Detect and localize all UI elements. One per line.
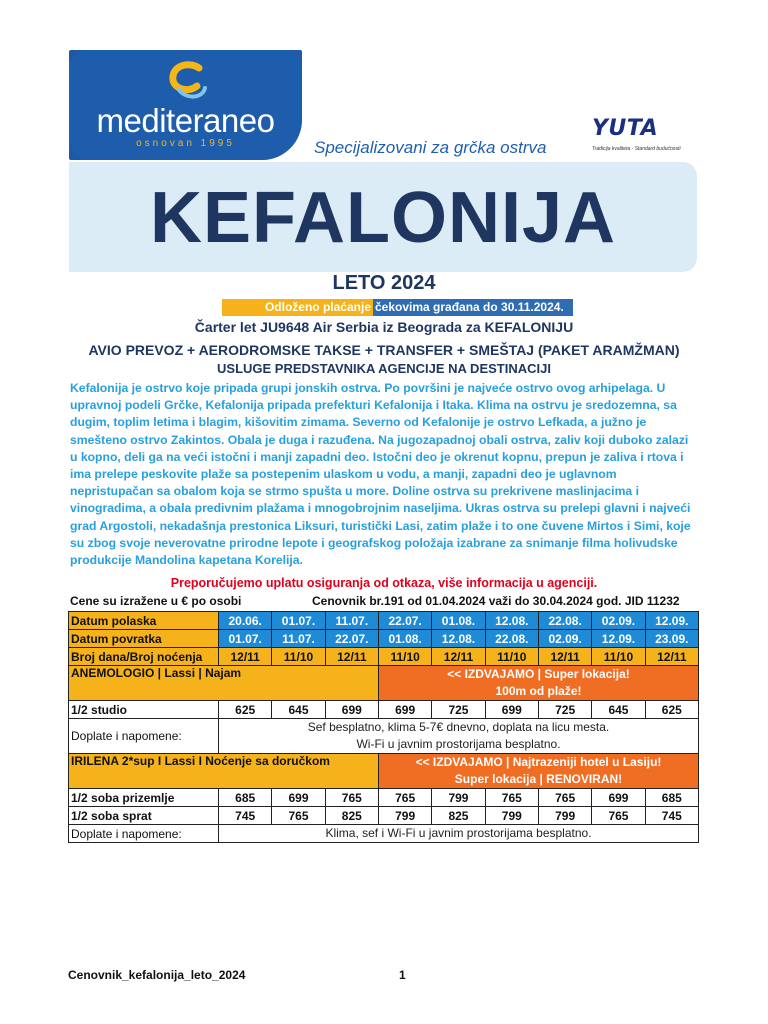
price-value: 825 <box>325 807 378 825</box>
hotel1-name: ANEMOLOGIO | Lassi | Najam <box>69 666 379 701</box>
hotel1-highlight-line1: << IZDVAJAMO | Super lokacija! <box>447 667 630 681</box>
hotel1-notes-row <box>69 719 699 754</box>
price-value: 745 <box>645 807 698 825</box>
departure-row <box>69 612 699 630</box>
nights-value: 12/11 <box>645 648 698 666</box>
hotel2-highlight <box>378 754 698 789</box>
return-date: 22.08. <box>485 630 538 648</box>
departure-date: 22.07. <box>378 612 431 630</box>
nights-label: Broj dana/Broj noćenja <box>69 648 219 666</box>
footer-filename: Cenovnik_kefalonija_leto_2024 <box>68 968 246 982</box>
nights-value: 11/10 <box>378 648 431 666</box>
hotel1-notes <box>219 719 699 754</box>
price-value: 765 <box>538 789 591 807</box>
departure-date: 11.07. <box>325 612 378 630</box>
page-number: 1 <box>399 968 406 982</box>
room-type-label: 1/2 soba sprat <box>69 807 219 825</box>
price-value: 765 <box>485 789 538 807</box>
room-type-label: 1/2 soba prizemlje <box>69 789 219 807</box>
price-value: 685 <box>219 789 272 807</box>
nights-value: 12/11 <box>432 648 485 666</box>
price-value: 685 <box>645 789 698 807</box>
return-date: 12.09. <box>592 630 645 648</box>
charter-flight: Čarter let JU9648 Air Serbia iz Beograda za KEFALONIJU <box>194 319 574 335</box>
yuta-slogan: Tradicija kvaliteta · Standard budućnosti <box>592 146 681 152</box>
price-value: 725 <box>538 701 591 719</box>
agency-services: USLUGE PREDSTAVNIKA AGENCIJE NA DESTINACIJI <box>217 361 551 376</box>
room-price-row <box>69 807 699 825</box>
hotel2-notes-label: Doplate i napomene: <box>69 825 219 843</box>
hotel2-notes-line1: Klima, sef i Wi-Fi u javnim prostorijama besplatno. <box>325 826 592 840</box>
nights-value: 11/10 <box>485 648 538 666</box>
nights-row <box>69 648 699 666</box>
departure-date: 12.09. <box>645 612 698 630</box>
price-value: 765 <box>272 807 325 825</box>
nights-value: 11/10 <box>272 648 325 666</box>
return-date: 12.08. <box>432 630 485 648</box>
hotel2-highlight-line1: << IZDVAJAMO | Najtrazeniji hotel u Lasiju! <box>415 755 662 769</box>
yuta-logo <box>592 116 680 158</box>
payment-label: Odloženo plaćanje <box>222 299 373 316</box>
mediteraneo-logo <box>69 50 302 160</box>
nights-value: 12/11 <box>219 648 272 666</box>
destination-description: Kefalonija je ostrvo koje pripada grupi jonskih ostrva. Po površini je najveće ostrvo ovog arhipelaga. U upravnoj podeli Grčke, Kefalonija pripada prefekturi Kefalonija i Itaka. Klima na ostrvu je sredozemna, sa dugim, toplim letima i blagim, kišovitim zimama. Severno od Kefalonije je ostrvo Lefkada, a južno je smešteno ostrvo Zakintos. Obala je duga i razuđena. Na jugozapadnoj obali ostrva, zaliv koji duboko zalazi u kopno, deli ga na veći istočni i manji zapadni deo. Istočni deo je okrenut kopnu, prepun je zaliva i rtova i ima prelepe peskovite plaže sa postepenim ulaskom u vodu, a manji, zapadni deo je uglavnom nepristupačan sa obalom koja se strmo spušta u more. Doline ostrva su prekrivene maslinjacima i vinogradima, a obala predivnim plažama i mnogobrojnim naseljima. Ukras ostrva su prelepi glavni i najveći grad Argostoli, nekadašnja prestonica Liksuri, turistički Lasi, zatim plaže i to one čuvene Mirtos i Simi, koje su zbog svoje neverovatne prirodne lepote i geografskog položaja izabrane za snimanje filma holivudske produkcije Mandolina kapetana Korelija. <box>70 381 691 568</box>
room-price-row <box>69 701 699 719</box>
return-date: 01.07. <box>219 630 272 648</box>
price-value: 625 <box>645 701 698 719</box>
price-value: 745 <box>219 807 272 825</box>
nights-value: 12/11 <box>325 648 378 666</box>
price-value: 625 <box>219 701 272 719</box>
hotel1-header-row <box>69 666 699 701</box>
price-value: 799 <box>378 807 431 825</box>
payment-detail: čekovima građana do 30.11.2024. <box>373 299 573 316</box>
yuta-logo-text: YUTA <box>592 116 659 141</box>
nights-value: 11/10 <box>592 648 645 666</box>
departure-date: 12.08. <box>485 612 538 630</box>
price-value: 699 <box>378 701 431 719</box>
price-value: 645 <box>272 701 325 719</box>
room-price-row <box>69 789 699 807</box>
page-title: KEFALONIJA <box>149 178 617 258</box>
insurance-note: Preporučujemo uplatu osiguranja od otkaza, više informacija u agenciji. <box>170 576 598 590</box>
hotel2-notes-row <box>69 825 699 843</box>
departure-date: 22.08. <box>538 612 591 630</box>
currency-note: Cene su izražene u € po osobi <box>70 594 242 608</box>
hotel1-highlight <box>378 666 698 701</box>
logo-swirl-icon <box>165 60 211 102</box>
price-value: 645 <box>592 701 645 719</box>
departure-date: 01.07. <box>272 612 325 630</box>
nights-value: 12/11 <box>538 648 591 666</box>
season-subtitle: LETO 2024 <box>332 272 436 294</box>
price-value: 699 <box>325 701 378 719</box>
brand-founded: osnovan 1995 <box>136 138 235 149</box>
price-value: 799 <box>538 807 591 825</box>
departure-date: 02.09. <box>592 612 645 630</box>
departure-date: 20.06. <box>219 612 272 630</box>
room-type-label: 1/2 studio <box>69 701 219 719</box>
hotel1-notes-label: Doplate i napomene: <box>69 719 219 754</box>
return-date: 23.09. <box>645 630 698 648</box>
tagline: Specijalizovani za grčka ostrva <box>314 138 547 157</box>
hotel2-header-row <box>69 754 699 789</box>
price-value: 699 <box>485 701 538 719</box>
hotel2-highlight-line2: Super lokacija | RENOVIRAN! <box>454 772 623 786</box>
brand-name: mediteraneo <box>96 102 275 139</box>
departure-date: 01.08. <box>432 612 485 630</box>
price-value: 825 <box>432 807 485 825</box>
price-value: 799 <box>432 789 485 807</box>
price-value: 725 <box>432 701 485 719</box>
price-value: 765 <box>378 789 431 807</box>
hotel2-name: IRILENA 2*sup I Lassi I Noćenje sa doručkom <box>69 754 379 789</box>
package-description: AVIO PREVOZ + AERODROMSKE TAKSE + TRANSFER + SMEŠTAJ (PAKET ARAMŽMAN) <box>88 342 680 358</box>
departure-label: Datum polaska <box>69 612 219 630</box>
price-value: 699 <box>592 789 645 807</box>
price-value: 699 <box>272 789 325 807</box>
payment-banner <box>222 299 573 316</box>
return-date: 22.07. <box>325 630 378 648</box>
price-value: 765 <box>592 807 645 825</box>
price-value: 765 <box>325 789 378 807</box>
hotel1-notes-line1: Sef besplatno, klima 5-7€ dnevno, doplata na licu mesta. <box>307 720 610 734</box>
return-row <box>69 630 699 648</box>
price-table <box>68 611 699 843</box>
hotel1-notes-line2: Wi-Fi u javnim prostorijama besplatno. <box>356 737 561 751</box>
return-date: 11.07. <box>272 630 325 648</box>
return-date: 01.08. <box>378 630 431 648</box>
hotel1-highlight-line2: 100m od plaže! <box>495 684 582 698</box>
hotel2-notes <box>219 825 699 843</box>
return-label: Datum povratka <box>69 630 219 648</box>
return-date: 02.09. <box>538 630 591 648</box>
pricelist-number: Cenovnik br.191 od 01.04.2024 važi do 30.04.2024 god. JID 11232 <box>312 594 680 608</box>
price-value: 799 <box>485 807 538 825</box>
